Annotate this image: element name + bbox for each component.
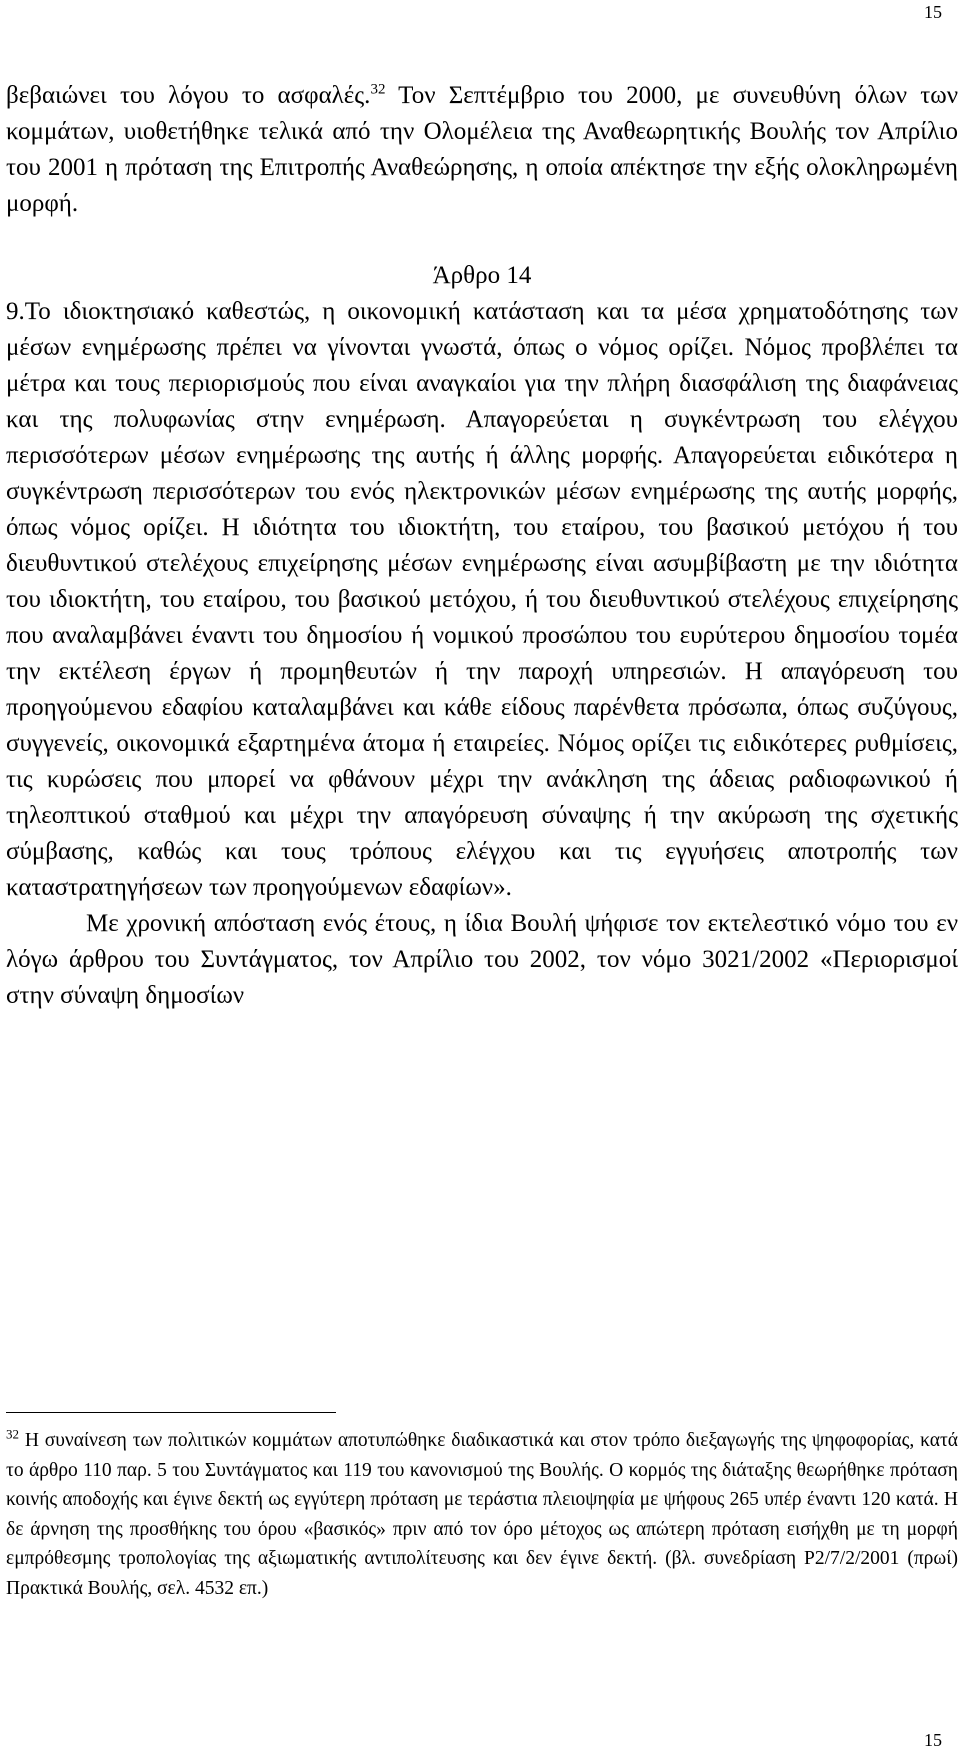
footnote-marker: 32 — [6, 1426, 19, 1442]
footnote-reference[interactable]: 32 — [370, 81, 386, 98]
footnote — [6, 1426, 958, 1603]
footnote-separator — [6, 1412, 336, 1413]
page-number-top: 15 — [924, 2, 942, 22]
footnote-paragraph — [6, 1426, 958, 1603]
body-text — [6, 78, 958, 1014]
paragraph-intro — [6, 78, 958, 222]
footnote-text: Η συναίνεση των πολιτικών κομμάτων αποτυπώθηκε διαδικαστικά και στον τρόπο διεξαγωγής της ψηφοφορίας, κατά το άρθρο 110 παρ. 5 του Συντάγματος και 119 του κανονισμού της Βουλής. Ο κορμός της διάταξης θεωρήθηκε πρόταση κοινής αποδοχής και έγινε δεκτή ως εγγύτερη πρόταση με τεράστια πλειοψηφία με ψήφους 265 υπέρ έναντι 120 κατά. Η δε άρνηση της προσθήκης του όρου «βασικός» πριν από τον όρο μέτοχος ως απώτερη πρόταση εισήχθη με τη μορφή εμπρόθεσμης τροπολογίας της αξιωματικής αντιπολίτευσης και δεν έγινε δεκτή. (βλ. συνεδρίαση Ρ2/7/2/2001 (πρωί) Πρακτικά Βουλής, σελ. 4532 επ.) — [6, 1430, 958, 1599]
paragraph-law: Με χρονική απόσταση ενός έτους, η ίδια Βουλή ψήφισε τον εκτελεστικό νόμο του εν λόγω άρθρου του Συντάγματος, τον Απρίλιο του 2002, τον νόμο 3021/2002 «Περιορισμοί στην σύναψη δημοσίων — [6, 910, 958, 1009]
paragraph-intro-rest: Τον Σεπτέμβριο του 2000, με συνευθύνη όλων των κομμάτων, υιοθετήθηκε τελικά από την Ολομέλεια της Αναθεωρητικής Βουλής τον Απρίλιο του 2001 η πρόταση της Επιτροπής Αναθεώρησης, η οποία απέκτησε την εξής ολοκληρωμένη μορφή. — [6, 82, 958, 217]
article-heading: Άρθρο 14 — [432, 262, 532, 289]
page-number-bottom: 15 — [924, 1730, 942, 1750]
article-text: 9.Το ιδιοκτησιακό καθεστώς, η οικονομική κατάσταση και τα μέσα χρηματοδότησης των μέσων ενημέρωσης πρέπει να γίνονται γνωστά, όπως ο νόμος ορίζει. Νόμος προβλέπει τα μέτρα και τους περιορισμούς που είναι αναγκαίοι για την πλήρη διασφάλιση της διαφάνειας και της πολυφωνίας στην ενημέρωση. Απαγορεύεται η συγκέντρωση του ελέγχου περισσότερων μέσων ενημέρωσης της αυτής ή άλλης μορφής. Απαγορεύεται ειδικότερα η συγκέντρωση περισσότερων του ενός ηλεκτρονικών μέσων ενημέρωσης της αυτής μορφής, όπως νόμος ορίζει. Η ιδιότητα του ιδιοκτήτη, του εταίρου, του βασικού μετόχου ή του διευθυντικού στελέχους επιχείρησης μέσων ενημέρωσης είναι ασυμβίβαστη με την ιδιότητα του ιδιοκτήτη, του εταίρου, του βασικού μετόχου, ή του διευθυντικού στελέχους επιχείρησης που αναλαμβάνει έναντι του δημοσίου ή νομικού προσώπου του ευρύτερου δημοσίου τομέα την εκτέλεση έργων ή προμηθευτών ή την παροχή υπηρεσιών. Η απαγόρευση του προηγούμενου εδαφίου καταλαμβάνει και κάθε είδους παρένθετα πρόσωπα, όπως συζύγους, συγγενείς, οικονομικά εξαρτημένα άτομα ή εταιρείες. Νόμος ορίζει τις ειδικότερες ρυθμίσεις, τις κυρώσεις που μπορεί να φθάνουν μέχρι την ανάκληση της άδειας ραδιοφωνικού ή τηλεοπτικού σταθμού και μέχρι την απαγόρευση σύναψης ή την ακύρωση της σχετικής σύμβασης, καθώς και τους τρόπους ελέγχου και τις εγγυήσεις αποτροπής των καταστρατηγήσεων των προηγούμενων εδαφίων». — [6, 298, 958, 901]
paragraph-intro-start: βεβαιώνει του λόγου το ασφαλές. — [6, 82, 371, 109]
